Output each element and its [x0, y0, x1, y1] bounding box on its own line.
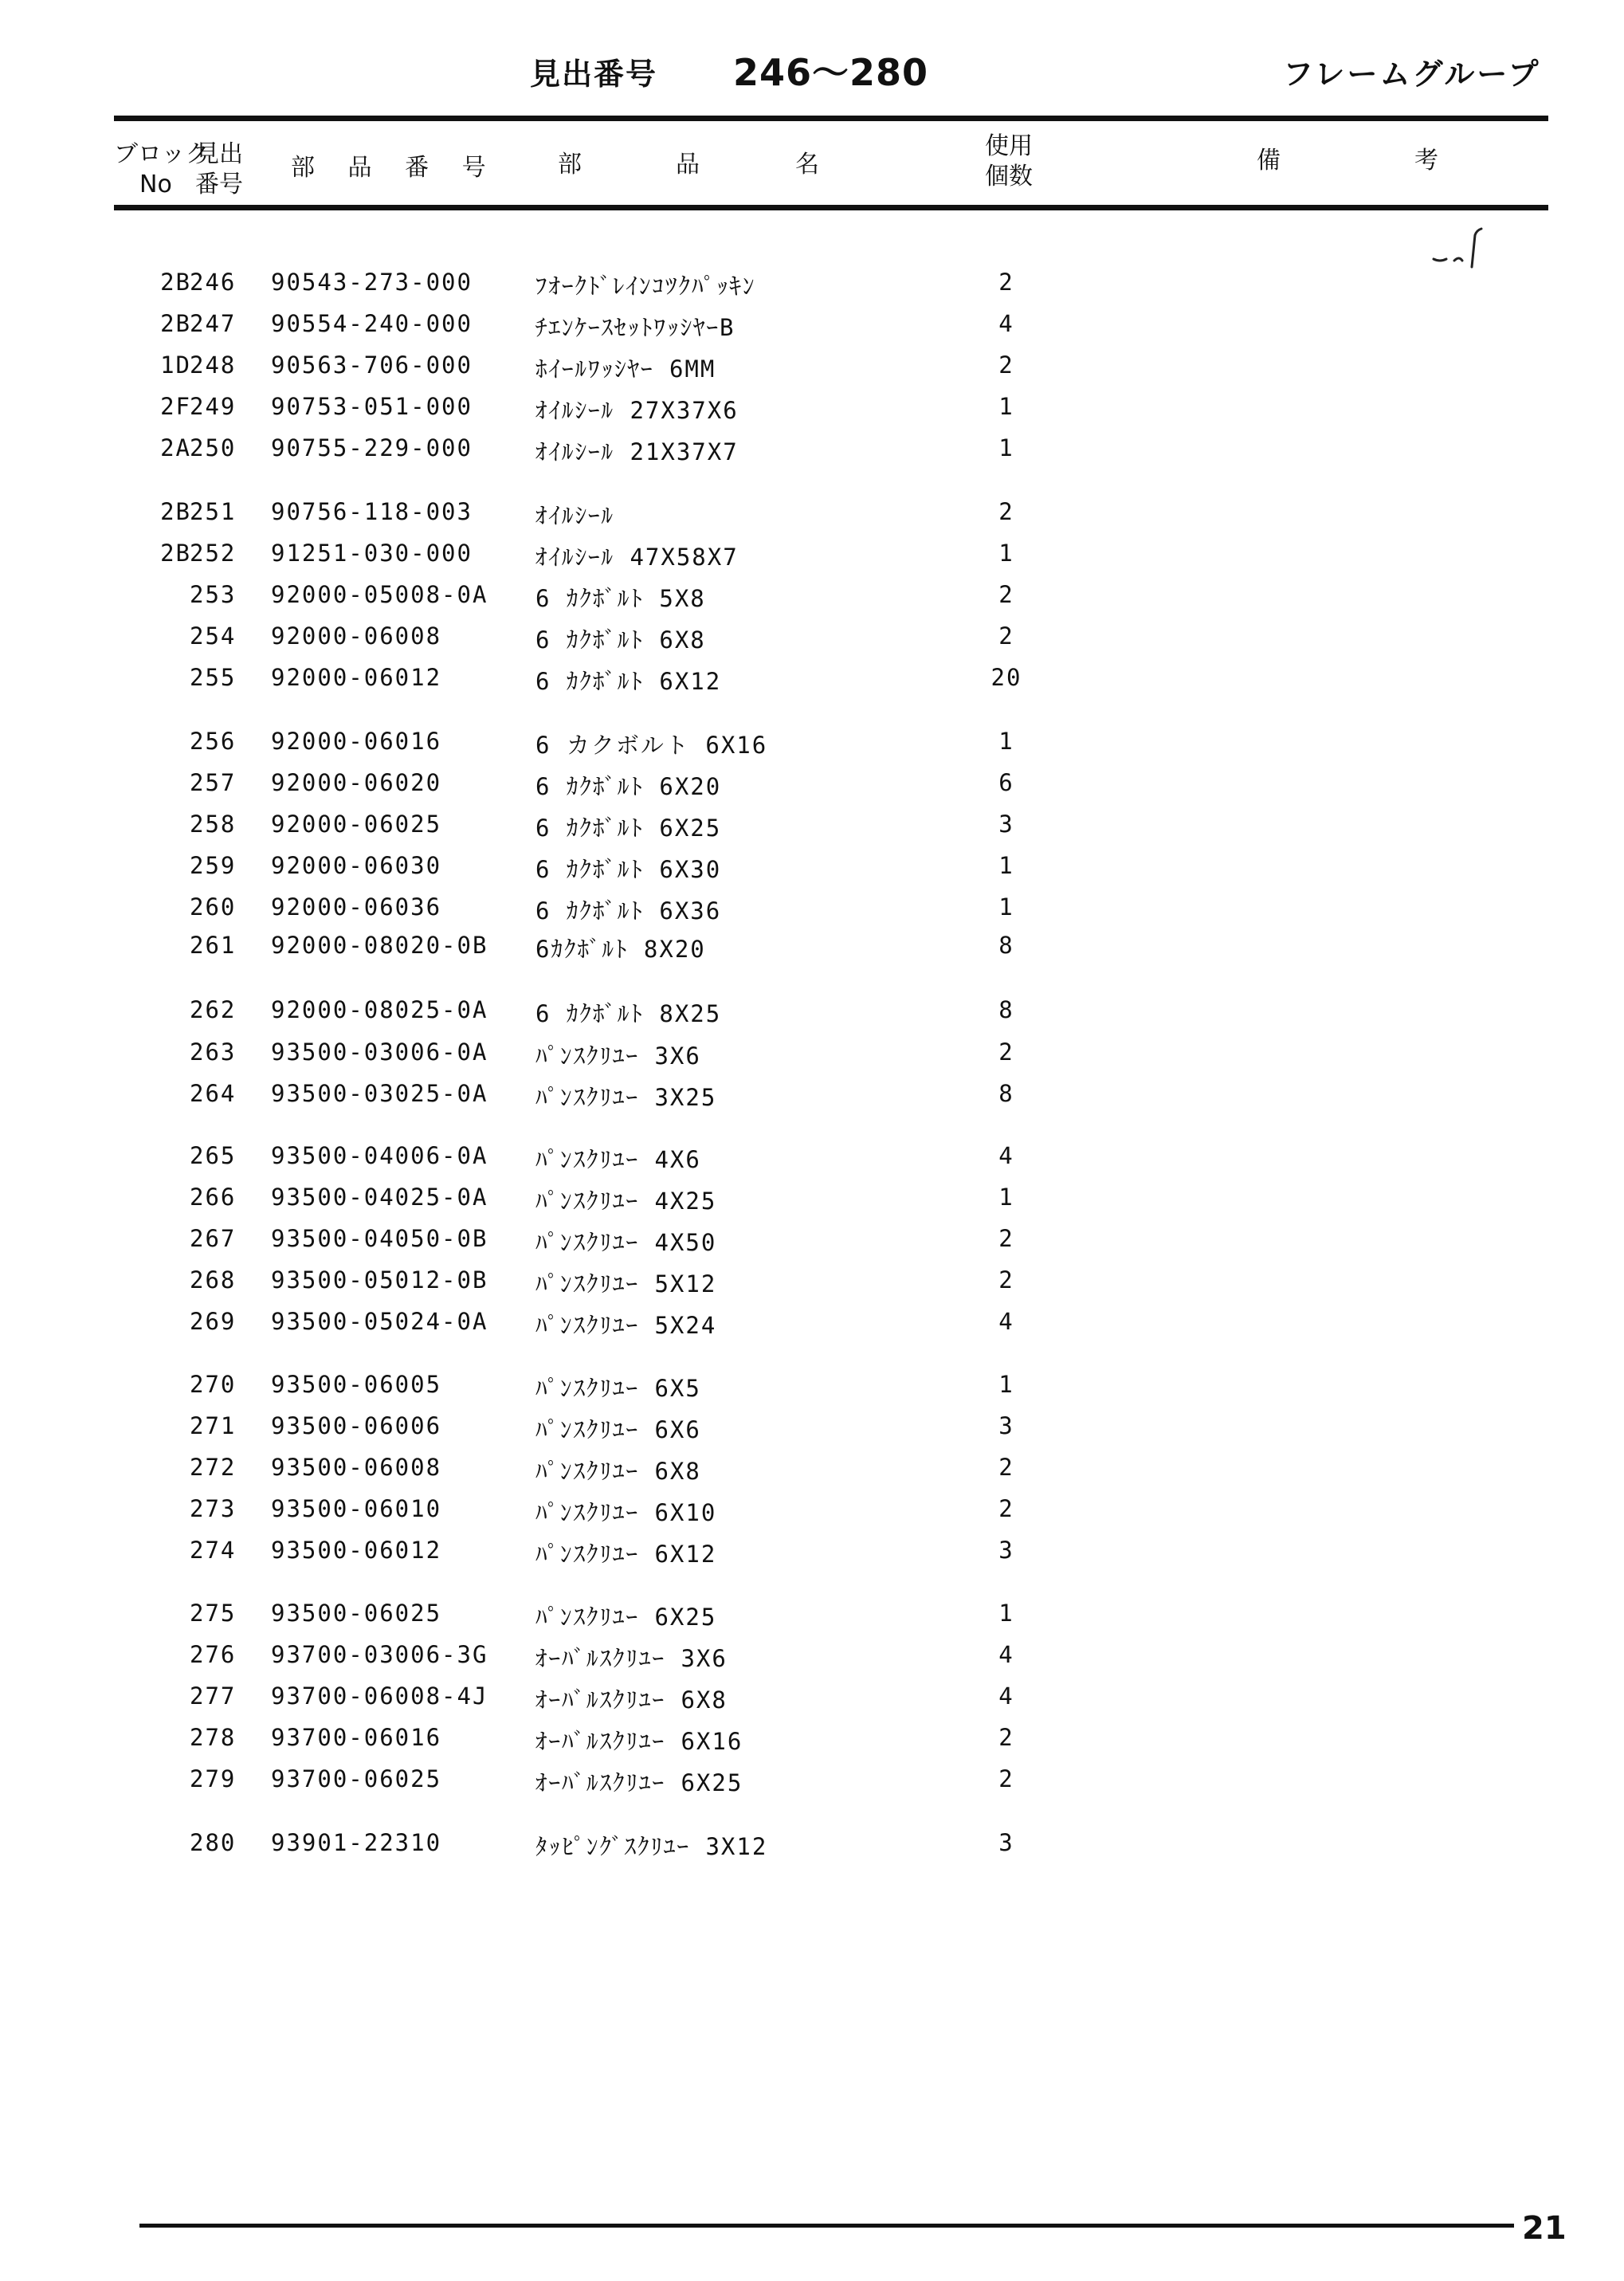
row-quantity: 8 — [998, 996, 1014, 1023]
row-part-number: 90554-240-000 — [271, 310, 473, 337]
row-quantity: 2 — [998, 351, 1014, 379]
row-quantity: 2 — [998, 1038, 1014, 1066]
row-index-no: 246 — [190, 269, 237, 296]
row-part-name: 6 ｶｸﾎﾞﾙﾄ 6X36 — [535, 897, 722, 925]
row-index-no: 267 — [190, 1225, 237, 1252]
row-index-no: 257 — [190, 769, 237, 796]
row-part-number: 92000-06008 — [271, 622, 442, 650]
row-part-number: 90756-118-003 — [271, 498, 473, 525]
row-part-name: ﾊﾟﾝｽｸﾘﾕｰ 4X50 — [535, 1229, 717, 1256]
row-part-name: ｵｰﾊﾞﾙｽｸﾘﾕｰ 6X16 — [535, 1728, 743, 1755]
row-part-number: 90755-229-000 — [271, 434, 473, 461]
row-part-number: 93500-05024-0A — [271, 1308, 488, 1335]
row-quantity: 1 — [998, 1371, 1014, 1398]
column-header-quantity — [985, 132, 1033, 192]
header-label: 見出番号 — [530, 57, 658, 92]
table-row — [0, 581, 1624, 613]
row-index-no: 258 — [190, 811, 237, 838]
row-quantity: 3 — [998, 811, 1014, 838]
column-header-quantity-line1: 使用 — [985, 132, 1033, 160]
row-part-name: ﾊﾟﾝｽｸﾘﾕｰ 3X25 — [535, 1084, 717, 1111]
table-row — [0, 996, 1624, 1028]
column-header-part-name-2: 品 — [676, 151, 700, 179]
row-part-number: 93500-03006-0A — [271, 1038, 488, 1066]
row-index-no: 259 — [190, 852, 237, 879]
row-part-number: 93500-03025-0A — [271, 1080, 488, 1107]
row-index-no: 261 — [190, 932, 237, 959]
top-rule — [114, 116, 1548, 121]
row-quantity: 1 — [998, 893, 1014, 921]
row-block-no: 2B — [160, 498, 191, 525]
row-part-name: 6 ｶｸﾎﾞﾙﾄ 6X25 — [535, 815, 722, 842]
row-quantity: 3 — [998, 1537, 1014, 1564]
row-part-number: 93500-06005 — [271, 1371, 442, 1398]
row-block-no: 1D — [160, 351, 191, 379]
table-row — [0, 1038, 1624, 1070]
column-header-remarks-1: 備 — [1257, 147, 1281, 175]
row-part-number: 93500-05012-0B — [271, 1266, 488, 1294]
row-quantity: 2 — [998, 1765, 1014, 1792]
table-row — [0, 1495, 1624, 1527]
row-part-number: 92000-06016 — [271, 728, 442, 755]
row-part-name: 6 ｶｸﾎﾞﾙﾄ 8X25 — [535, 1000, 722, 1027]
table-row — [0, 1641, 1624, 1673]
table-row — [0, 540, 1624, 571]
column-header-index-line1: 見出 — [195, 140, 243, 168]
row-quantity: 8 — [998, 932, 1014, 959]
row-part-number: 92000-05008-0A — [271, 581, 488, 608]
handwritten-mark — [1430, 227, 1494, 275]
row-part-number: 93500-06012 — [271, 1537, 442, 1564]
row-part-name: ﾊﾟﾝｽｸﾘﾕｰ 6X5 — [535, 1375, 701, 1402]
row-quantity: 4 — [998, 1142, 1014, 1169]
row-block-no: 2B — [160, 269, 191, 296]
row-block-no: 2B — [160, 310, 191, 337]
row-part-number: 93500-04025-0A — [271, 1184, 488, 1211]
row-part-number: 93500-04006-0A — [271, 1142, 488, 1169]
row-quantity: 20 — [990, 664, 1022, 691]
table-row — [0, 269, 1624, 300]
row-index-no: 276 — [190, 1641, 237, 1668]
row-quantity: 2 — [998, 498, 1014, 525]
row-quantity: 2 — [998, 1724, 1014, 1751]
row-index-no: 274 — [190, 1537, 237, 1564]
row-part-name: 6ｶｸﾎﾞﾙﾄ 8X20 — [535, 936, 706, 963]
table-row — [0, 310, 1624, 342]
row-index-no: 248 — [190, 351, 237, 379]
row-block-no: 2A — [160, 434, 191, 461]
table-row — [0, 769, 1624, 801]
row-quantity: 4 — [998, 1641, 1014, 1668]
row-part-name: ﾌｵｰｸﾄﾞﾚｲﾝｺﾂｸﾊﾟｯｷﾝ — [535, 273, 756, 300]
row-quantity: 2 — [998, 1495, 1014, 1522]
row-part-name: ｵｲﾙｼｰﾙ 47X58X7 — [535, 544, 739, 571]
row-quantity: 6 — [998, 769, 1014, 796]
row-part-name: ﾊﾟﾝｽｸﾘﾕｰ 6X8 — [535, 1458, 701, 1485]
column-header-index-line2: 番号 — [195, 171, 243, 198]
row-index-no: 273 — [190, 1495, 237, 1522]
row-part-number: 92000-06012 — [271, 664, 442, 691]
row-part-number: 93500-06010 — [271, 1495, 442, 1522]
row-index-no: 250 — [190, 434, 237, 461]
footer-rule — [139, 2224, 1514, 2228]
table-row — [0, 1266, 1624, 1298]
table-row — [0, 434, 1624, 466]
row-index-no: 263 — [190, 1038, 237, 1066]
row-part-name: 6 ｶｸﾎﾞﾙﾄ 6X12 — [535, 668, 722, 695]
table-row — [0, 811, 1624, 842]
row-part-name: 6 ｶｸﾎﾞﾙﾄ 5X8 — [535, 585, 706, 612]
row-part-number: 92000-08020-0B — [271, 932, 488, 959]
column-header-index — [195, 139, 243, 200]
row-part-name: 6 ｶｸﾎﾞﾙﾄ 6X20 — [535, 773, 722, 800]
row-part-name: ﾊﾟﾝｽｸﾘﾕｰ 4X6 — [535, 1146, 701, 1173]
table-row — [0, 932, 1624, 964]
row-index-no: 253 — [190, 581, 237, 608]
table-row — [0, 1412, 1624, 1444]
row-quantity: 2 — [998, 1266, 1014, 1294]
row-part-name: ﾊﾟﾝｽｸﾘﾕｰ 6X25 — [535, 1604, 717, 1631]
column-header-remarks-2: 考 — [1414, 147, 1438, 175]
table-row — [0, 664, 1624, 696]
row-index-no: 256 — [190, 728, 237, 755]
row-index-no: 279 — [190, 1765, 237, 1792]
row-index-no: 269 — [190, 1308, 237, 1335]
row-quantity: 3 — [998, 1829, 1014, 1856]
row-index-no: 280 — [190, 1829, 237, 1856]
row-index-no: 252 — [190, 540, 237, 567]
row-quantity: 1 — [998, 393, 1014, 420]
row-index-no: 249 — [190, 393, 237, 420]
row-part-number: 92000-06020 — [271, 769, 442, 796]
row-part-name: ﾁｴﾝｹｰｽｾｯﾄﾜｯｼﾔｰB — [535, 314, 736, 341]
row-quantity: 4 — [998, 1682, 1014, 1710]
row-index-no: 264 — [190, 1080, 237, 1107]
row-index-no: 254 — [190, 622, 237, 650]
row-part-name: 6 ｶｸﾎﾞﾙﾄ 6X30 — [535, 856, 722, 883]
table-row — [0, 852, 1624, 884]
table-row — [0, 728, 1624, 760]
table-row — [0, 393, 1624, 425]
group-title: フレームグループ — [1283, 57, 1541, 92]
column-header-part-name-1: 部 — [558, 151, 582, 179]
row-part-name: ﾊﾟﾝｽｸﾘﾕｰ 6X6 — [535, 1416, 701, 1443]
table-row — [0, 1454, 1624, 1486]
column-header-block-line2: No — [139, 171, 172, 198]
row-index-no: 271 — [190, 1412, 237, 1439]
table-row — [0, 498, 1624, 530]
page-number: 21 — [1522, 2210, 1567, 2247]
row-quantity: 4 — [998, 310, 1014, 337]
row-block-no: 2F — [160, 393, 191, 420]
row-part-name: 6 カクボルト 6X16 — [535, 732, 768, 759]
row-part-name: ﾊﾟﾝｽｸﾘﾕｰ 4X25 — [535, 1188, 717, 1215]
row-part-name: ｵｰﾊﾞﾙｽｸﾘﾕｰ 3X6 — [535, 1645, 728, 1672]
row-part-name: ﾊﾟﾝｽｸﾘﾕｰ 5X12 — [535, 1270, 717, 1298]
row-quantity: 1 — [998, 1184, 1014, 1211]
row-part-number: 93500-06025 — [271, 1600, 442, 1627]
row-part-number: 93700-06008-4J — [271, 1682, 488, 1710]
row-quantity: 2 — [998, 622, 1014, 650]
row-index-no: 277 — [190, 1682, 237, 1710]
table-row — [0, 1682, 1624, 1714]
table-row — [0, 1765, 1624, 1797]
table-row — [0, 351, 1624, 383]
row-quantity: 3 — [998, 1412, 1014, 1439]
row-quantity: 1 — [998, 728, 1014, 755]
row-part-number: 92000-06036 — [271, 893, 442, 921]
row-block-no: 2B — [160, 540, 191, 567]
table-row — [0, 1142, 1624, 1174]
table-row — [0, 1537, 1624, 1568]
table-row — [0, 1371, 1624, 1403]
row-part-number: 90543-273-000 — [271, 269, 473, 296]
row-part-name: ｵｰﾊﾞﾙｽｸﾘﾕｰ 6X25 — [535, 1769, 743, 1796]
row-quantity: 8 — [998, 1080, 1014, 1107]
row-quantity: 4 — [998, 1308, 1014, 1335]
row-quantity: 1 — [998, 540, 1014, 567]
row-index-no: 270 — [190, 1371, 237, 1398]
row-part-name: 6 ｶｸﾎﾞﾙﾄ 6X8 — [535, 626, 706, 654]
row-part-number: 93500-04050-0B — [271, 1225, 488, 1252]
row-part-name: ﾊﾟﾝｽｸﾘﾕｰ 3X6 — [535, 1042, 701, 1070]
table-row — [0, 622, 1624, 654]
row-quantity: 2 — [998, 1225, 1014, 1252]
row-part-name: ﾊﾟﾝｽｸﾘﾕｰ 6X12 — [535, 1541, 717, 1568]
row-part-number: 93700-06016 — [271, 1724, 442, 1751]
row-index-no: 247 — [190, 310, 237, 337]
row-quantity: 2 — [998, 269, 1014, 296]
row-quantity: 1 — [998, 852, 1014, 879]
column-header-quantity-line2: 個数 — [985, 163, 1033, 190]
row-part-number: 93901-22310 — [271, 1829, 442, 1856]
row-part-number: 91251-030-000 — [271, 540, 473, 567]
column-header-part-name-3: 名 — [795, 151, 819, 179]
table-row — [0, 893, 1624, 925]
row-part-name: ﾊﾟﾝｽｸﾘﾕｰ 6X10 — [535, 1499, 717, 1526]
row-index-no: 268 — [190, 1266, 237, 1294]
row-part-number: 90753-051-000 — [271, 393, 473, 420]
table-row — [0, 1724, 1624, 1756]
table-row — [0, 1600, 1624, 1631]
row-index-no: 262 — [190, 996, 237, 1023]
row-part-number: 93500-06006 — [271, 1412, 442, 1439]
row-part-name: ﾀｯﾋﾟﾝｸﾞｽｸﾘﾕｰ 3X12 — [535, 1833, 768, 1860]
column-header-block-line1: ブロック — [114, 140, 210, 168]
row-part-number: 92000-06025 — [271, 811, 442, 838]
row-part-number: 93700-06025 — [271, 1765, 442, 1792]
row-index-no: 265 — [190, 1142, 237, 1169]
table-row — [0, 1829, 1624, 1861]
row-index-no: 275 — [190, 1600, 237, 1627]
row-index-no: 251 — [190, 498, 237, 525]
row-quantity: 1 — [998, 1600, 1014, 1627]
row-quantity: 2 — [998, 581, 1014, 608]
row-quantity: 2 — [998, 1454, 1014, 1481]
column-header-part-number: 部 品 番 号 — [291, 154, 499, 182]
row-index-no: 260 — [190, 893, 237, 921]
row-part-name: ﾊﾟﾝｽｸﾘﾕｰ 5X24 — [535, 1312, 717, 1339]
row-part-number: 92000-08025-0A — [271, 996, 488, 1023]
table-row — [0, 1225, 1624, 1257]
row-part-name: ﾎｲｰﾙﾜｯｼﾔｰ 6MM — [535, 355, 716, 383]
row-part-name: ｵｲﾙｼｰﾙ 27X37X6 — [535, 397, 739, 424]
row-part-number: 92000-06030 — [271, 852, 442, 879]
row-index-no: 255 — [190, 664, 237, 691]
header-rule — [114, 205, 1548, 210]
row-part-number: 93500-06008 — [271, 1454, 442, 1481]
row-part-name: ｵｰﾊﾞﾙｽｸﾘﾕｰ 6X8 — [535, 1686, 728, 1714]
row-part-name: ｵｲﾙｼｰﾙ 21X37X7 — [535, 438, 739, 465]
row-part-number: 93700-03006-3G — [271, 1641, 488, 1668]
header-range: 246〜280 — [733, 51, 929, 94]
table-row — [0, 1184, 1624, 1215]
table-row — [0, 1308, 1624, 1340]
row-index-no: 278 — [190, 1724, 237, 1751]
row-part-number: 90563-706-000 — [271, 351, 473, 379]
table-row — [0, 1080, 1624, 1112]
row-part-name: ｵｲﾙｼｰﾙ — [535, 502, 615, 529]
row-index-no: 266 — [190, 1184, 237, 1211]
row-index-no: 272 — [190, 1454, 237, 1481]
row-quantity: 1 — [998, 434, 1014, 461]
